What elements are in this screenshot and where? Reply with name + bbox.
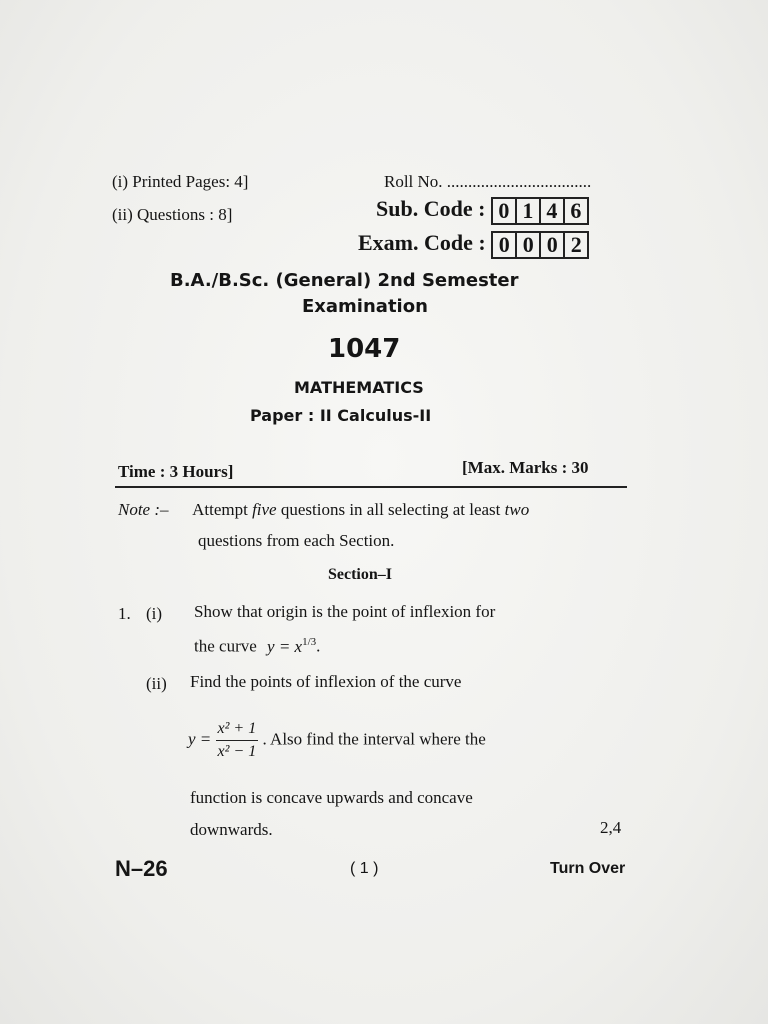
page-number: ( 1 ) (350, 860, 379, 877)
question-text-part: the curve (194, 636, 257, 656)
note-emphasis: five (252, 500, 277, 519)
equation: y = x (267, 636, 303, 656)
printed-pages: (i) Printed Pages: 4] (112, 172, 249, 191)
exam-title-line2: Examination (302, 296, 428, 317)
questions-count: (ii) Questions : 8] (112, 205, 233, 224)
paper-number: 1047 (328, 334, 401, 364)
exam-code-digit: 2 (570, 231, 582, 257)
sub-code-digit: 1 (517, 199, 541, 223)
question-text: . Also find the interval where the (262, 729, 486, 749)
sub-code-digit: 6 (570, 197, 582, 223)
divider (115, 486, 627, 488)
equation-lhs: y = (188, 729, 212, 749)
punctuation: . (316, 636, 321, 656)
paper-title: Paper : II Calculus-II (250, 406, 432, 425)
question-part-label: (ii) (146, 674, 167, 693)
fraction-denominator: x² − 1 (217, 743, 257, 760)
turn-over: Turn Over (550, 860, 626, 877)
question-text: Find the points of inflexion of the curve (190, 672, 462, 691)
sub-code (376, 196, 589, 225)
exam-code-digit: 0 (517, 233, 541, 257)
sub-code-label: Sub. Code : (376, 196, 486, 221)
note-label: Note :– (118, 500, 169, 519)
max-marks: [Max. Marks : 30 (462, 458, 589, 477)
exam-title: B.A./B.Sc. (General) 2nd Semester (170, 270, 519, 291)
note-text: Attempt (192, 500, 248, 519)
question-text: downwards. (190, 820, 273, 839)
marks: 2,4 (600, 818, 622, 837)
exam-code-digit: 0 (493, 233, 517, 257)
footer-code: N–26 (115, 856, 168, 881)
note (118, 500, 529, 520)
note-line2: questions from each Section. (198, 531, 395, 550)
subject: MATHEMATICS (294, 378, 424, 397)
question-number: 1. (118, 604, 131, 623)
sub-code-digit: 0 (493, 199, 517, 223)
section-heading: Section–I (328, 566, 392, 583)
sub-code-box (491, 197, 589, 225)
fraction-numerator: x² + 1 (216, 720, 259, 741)
exam-code (358, 230, 589, 259)
note-emphasis: two (504, 500, 530, 519)
fraction (216, 720, 259, 761)
exam-code-box (491, 231, 589, 259)
equation-exponent: 1/3 (302, 636, 317, 648)
exam-time: Time : 3 Hours] (118, 462, 234, 481)
note-text: questions in all selecting at least (280, 500, 501, 519)
exam-code-digit: 0 (541, 233, 565, 257)
question-text: function is concave upwards and concave (190, 788, 473, 807)
roll-number: Roll No. .................................. (384, 172, 592, 191)
question-text (194, 636, 320, 657)
question-text: Show that origin is the point of inflexion for (194, 602, 496, 621)
sub-code-digit: 4 (541, 199, 565, 223)
question-part-label: (i) (146, 604, 163, 623)
exam-code-label: Exam. Code : (358, 230, 486, 255)
equation-line (188, 720, 486, 761)
